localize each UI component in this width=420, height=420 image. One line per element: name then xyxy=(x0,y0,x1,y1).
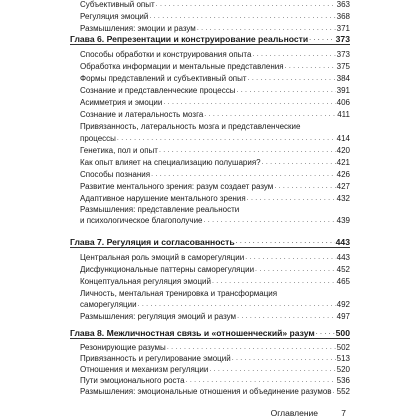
page-footer xyxy=(70,407,350,419)
chapter-rule xyxy=(70,44,350,45)
toc-entry: Как опыт влияет на специализацию полушария? . . . 421 xyxy=(80,158,350,168)
chapter-heading: Глава 7. Регуляция и согласованность . . . 443 xyxy=(70,237,350,247)
toc-entry: Размышления: регуляция эмоций и разум . . . 497 xyxy=(80,312,350,322)
toc-entry: Сознание и представленческие процессы . . . 391 xyxy=(80,86,350,96)
toc-entry-line1: Размышления: представление реальности xyxy=(80,205,240,214)
toc-entry: Адаптивное нарушение ментального зрения . . . 432 xyxy=(80,194,350,204)
toc-entry: Центральная роль эмоций в саморегуляции . . . 443 xyxy=(80,253,350,263)
toc-entry-line1: Личность, ментальная тренировка и трансформация xyxy=(80,289,278,298)
toc-entry: и психологическое благополучие . . . 439 xyxy=(80,216,350,226)
toc-entry: Асимметрия и эмоции . . . 406 xyxy=(80,98,350,108)
chapter-heading: Глава 6. Репрезентации и конструирование реальности . . . 373 xyxy=(70,34,350,44)
toc-entry: Размышления: эмоции и разум . . . 371 xyxy=(80,24,350,34)
chapter-rule xyxy=(70,247,350,248)
toc-entry: Пути эмоционального роста . . . 536 xyxy=(80,376,350,386)
toc-entry: Генетика, пол и опыт . . . 420 xyxy=(80,146,350,156)
toc-entry: Отношения и механизм регуляции . . . 520 xyxy=(80,365,350,375)
toc-entry: Формы представлений и субъективный опыт . . . 384 xyxy=(80,74,350,84)
toc-entry: Субъективный опыт . . . 363 xyxy=(80,0,350,10)
toc-entry: Резонирующие разумы . . . 502 xyxy=(80,343,350,353)
toc-entry: Привязанность и регулирование эмоций . . . 513 xyxy=(80,354,350,364)
toc-entry: Дисфункциональные паттерны саморегуляции . . . 452 xyxy=(80,265,350,275)
chapter-rule xyxy=(70,338,350,339)
toc-entry: Способы обработки и конструирования опыта . . . 373 xyxy=(80,50,350,60)
toc-entry: Развитие ментального зрения: разум создает разум . . . 427 xyxy=(80,182,350,192)
toc-entry: Сознание и латеральность мозга . . . 411 xyxy=(80,110,350,120)
toc-entry: процессы . . . 414 xyxy=(80,134,350,144)
footer-label: Оглавление xyxy=(270,408,318,418)
toc-entry: саморегуляции . . . 492 xyxy=(80,300,350,310)
toc-entry: Регуляция эмоций . . . 368 xyxy=(80,12,350,22)
toc-entry: Размышления: эмоциональные отношения и объединение разумов . . . 552 xyxy=(80,387,350,397)
chapter-heading: Глава 8. Межличностная связь и «отношенческий» разум . . . 500 xyxy=(70,328,350,338)
toc-entry: Обработка информации и ментальные представления . . . 375 xyxy=(80,62,350,72)
toc-entry: Способы познания . . . 426 xyxy=(80,170,350,180)
toc-entry: Концептуальная регуляция эмоций . . . 465 xyxy=(80,277,350,287)
page-number: 7 xyxy=(341,408,346,418)
toc-entry-line1: Привязанность, латеральность мозга и представленческие xyxy=(80,122,301,131)
